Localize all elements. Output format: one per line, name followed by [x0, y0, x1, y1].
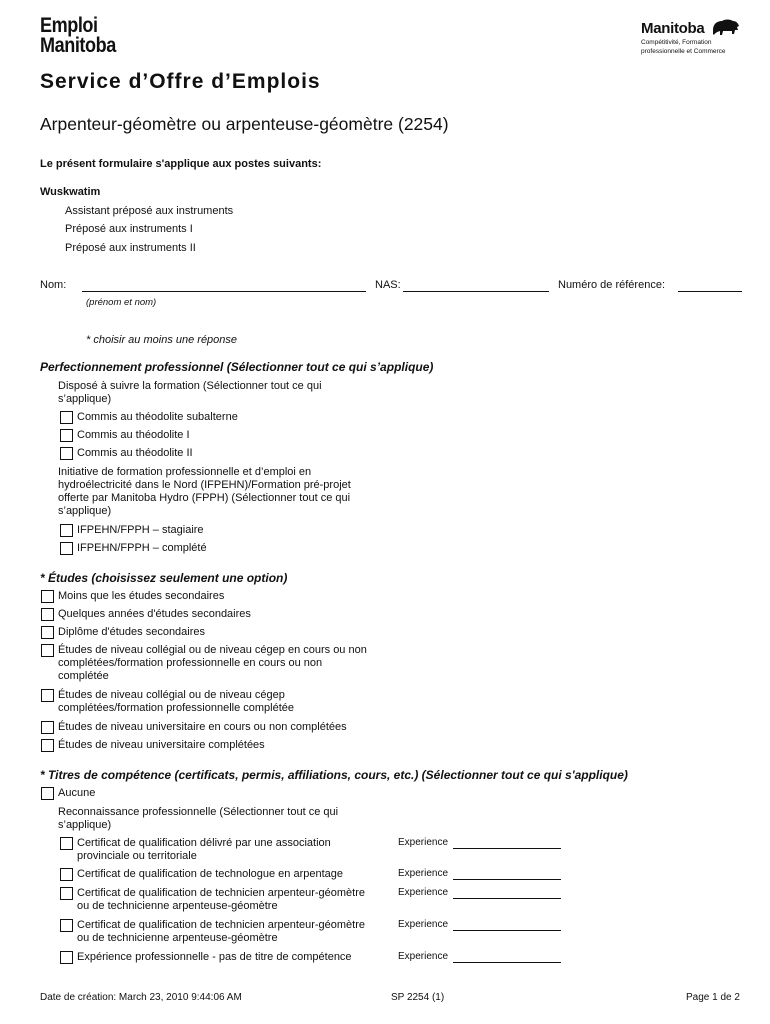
checkbox[interactable]	[60, 951, 73, 964]
checkbox[interactable]	[41, 626, 54, 639]
checkbox[interactable]	[60, 411, 73, 424]
experience-field[interactable]	[453, 848, 561, 849]
manitoba-government-logo: Manitoba Compétitivité, Formation professionnelle et Commerce	[641, 20, 751, 55]
recognition-text: Reconnaissance professionnelle (Sélectionner tout ce qui s’applique)	[58, 806, 339, 831]
location-label: Wuskwatim	[40, 186, 101, 198]
credentials-heading: * Titres de compétence (certificats, permis, affiliations, cours, etc.) (Sélectionner tout ce qui s'applique)	[40, 768, 628, 782]
training-heading: Perfectionnement professionnel (Sélectionner tout ce qui s’applique)	[40, 360, 434, 374]
checkbox[interactable]	[41, 739, 54, 752]
checkbox[interactable]	[41, 590, 54, 603]
name-field[interactable]	[82, 291, 366, 292]
checkbox[interactable]	[41, 787, 54, 800]
page-title: Service d’Offre d’Emplois	[40, 70, 321, 93]
checkbox[interactable]	[60, 837, 73, 850]
experience-field[interactable]	[453, 930, 561, 931]
experience-field[interactable]	[453, 879, 561, 880]
footer-created: Date de création: March 23, 2010 9:44:06 AM	[40, 992, 242, 1003]
emploi-manitoba-logo: Emploi Manitoba	[40, 14, 116, 57]
position-item: Préposé aux instruments I	[65, 223, 193, 235]
footer-page: Page 1 de 2	[686, 992, 740, 1003]
experience-label: Experience	[398, 887, 449, 898]
nas-field[interactable]	[403, 291, 549, 292]
checkbox[interactable]	[60, 429, 73, 442]
position-item: Assistant préposé aux instruments	[65, 205, 234, 217]
name-hint: (prénom et nom)	[86, 297, 157, 308]
required-note: * choisir au moins une réponse	[86, 334, 238, 346]
experience-label: Experience	[398, 837, 449, 848]
position-item: Préposé aux instruments II	[65, 242, 196, 254]
experience-field[interactable]	[453, 962, 561, 963]
bison-icon	[711, 18, 741, 38]
checkbox[interactable]	[41, 608, 54, 621]
checkbox[interactable]	[60, 524, 73, 537]
name-label: Nom:	[40, 279, 67, 291]
job-title: Arpenteur-géomètre ou arpenteuse-géomètre (2254)	[40, 114, 449, 134]
experience-label: Experience	[398, 951, 449, 962]
training-willing-text: Disposé à suivre la formation (Sélectionner tout ce qui s’applique)	[58, 380, 322, 405]
ifpehn-text: Initiative de formation professionnelle et d’emploi en hydroélectricité dans le Nord (IFPEHN)/Formation pré-projet offerte par Manitoba Hydro (FPPH) (Sélectionner tout ce qui s’applique)	[58, 466, 351, 517]
checkbox[interactable]	[60, 887, 73, 900]
checkbox[interactable]	[60, 447, 73, 460]
nas-label: NAS:	[375, 279, 401, 291]
checkbox[interactable]	[60, 542, 73, 555]
checkbox[interactable]	[41, 689, 54, 702]
footer-code: SP 2254 (1)	[391, 992, 445, 1003]
reference-field[interactable]	[678, 291, 742, 292]
checkbox[interactable]	[60, 919, 73, 932]
checkbox[interactable]	[41, 721, 54, 734]
checkbox[interactable]	[41, 644, 54, 657]
experience-field[interactable]	[453, 898, 561, 899]
checkbox[interactable]	[60, 868, 73, 881]
experience-label: Experience	[398, 919, 449, 930]
reference-label: Numéro de référence:	[558, 279, 665, 291]
education-heading: * Études (choisissez seulement une option)	[40, 571, 288, 585]
experience-label: Experience	[398, 868, 449, 879]
applies-heading: Le présent formulaire s'applique aux postes suivants:	[40, 158, 322, 170]
